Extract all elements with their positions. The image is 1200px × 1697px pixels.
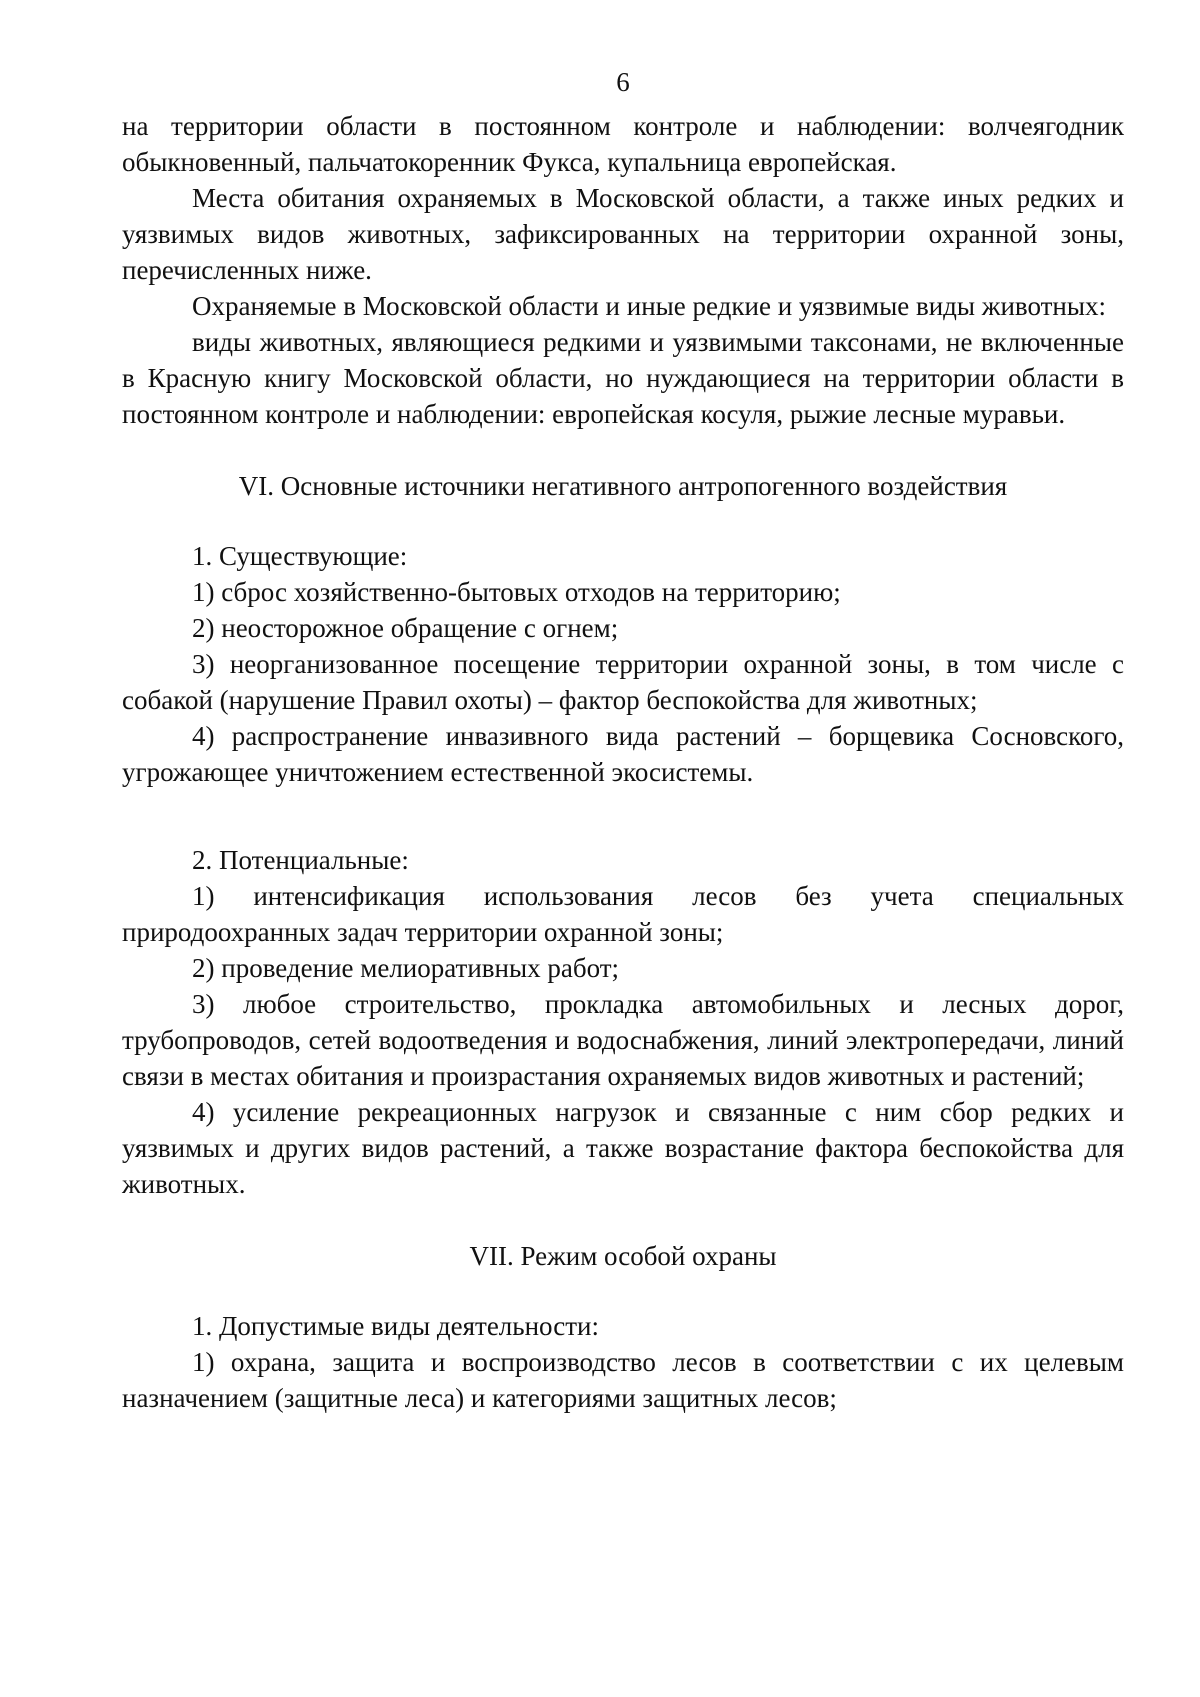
spacer — [122, 1274, 1124, 1308]
section-vi-heading: VI. Основные источники негативного антропогенного воздействия — [238, 471, 1008, 501]
potential-source-item: 3) любое строительство, прокладка автомобильных и лесных дорог, трубопроводов, сетей водоотведения и водоснабжения, линий электропередачи, линий связи в местах обитания и произрастания охраняемых видов животных и растений; — [122, 989, 1124, 1091]
spacer — [122, 1202, 1124, 1238]
page-number: 6 — [616, 67, 630, 97]
spacer — [122, 504, 1124, 538]
paragraph-animal-habitats: Места обитания охраняемых в Московской области, а также иных редких и уязвимых видов животных, зафиксированных на территории охранной зоны, перечисленных ниже. — [122, 183, 1124, 285]
existing-source-item: 1) сброс хозяйственно-бытовых отходов на территорию; — [192, 577, 841, 607]
existing-source-item: 3) неорганизованное посещение территории охранной зоны, в том числе с собакой (нарушение Правил охоты) – фактор беспокойства для животных; — [122, 649, 1124, 715]
potential-source-item: 1) интенсификация использования лесов без учета специальных природоохранных задач территории охранной зоны; — [122, 881, 1124, 947]
document-page — [122, 64, 1124, 1416]
existing-source-item: 2) неосторожное обращение с огнем; — [192, 613, 619, 643]
allowed-activities-title: 1. Допустимые виды деятельности: — [192, 1311, 599, 1341]
paragraph-protected-animals-intro: Охраняемые в Московской области и иные редкие и уязвимые виды животных: — [192, 291, 1106, 321]
existing-sources-title: 1. Существующие: — [192, 541, 408, 571]
potential-source-item: 4) усиление рекреационных нагрузок и связанные с ним сбор редких и уязвимых и других видов растений, а также возрастание фактора беспокойства для животных. — [122, 1097, 1124, 1199]
paragraph-plants-continued: на территории области в постоянном контроле и наблюдении: волчеягодник обыкновенный, пальчатокоренник Фукса, купальница европейская. — [122, 111, 1124, 177]
paragraph-rare-animal-species: виды животных, являющиеся редкими и уязвимыми таксонами, не включенные в Красную книгу Московской области, но нуждающиеся на территории области в постоянном контроле и наблюдении: европейская косуля, рыжие лесные муравьи. — [122, 327, 1124, 429]
existing-source-item: 4) распространение инвазивного вида растений – борщевика Сосновского, угрожающее уничтожением естественной экосистемы. — [122, 721, 1124, 787]
potential-sources-title: 2. Потенциальные: — [192, 845, 409, 875]
spacer — [122, 790, 1124, 842]
allowed-activity-item: 1) охрана, защита и воспроизводство лесов в соответствии с их целевым назначением (защитные леса) и категориями защитных лесов; — [122, 1347, 1124, 1413]
spacer — [122, 432, 1124, 468]
potential-source-item: 2) проведение мелиоративных работ; — [192, 953, 620, 983]
section-vii-heading: VII. Режим особой охраны — [469, 1241, 777, 1271]
